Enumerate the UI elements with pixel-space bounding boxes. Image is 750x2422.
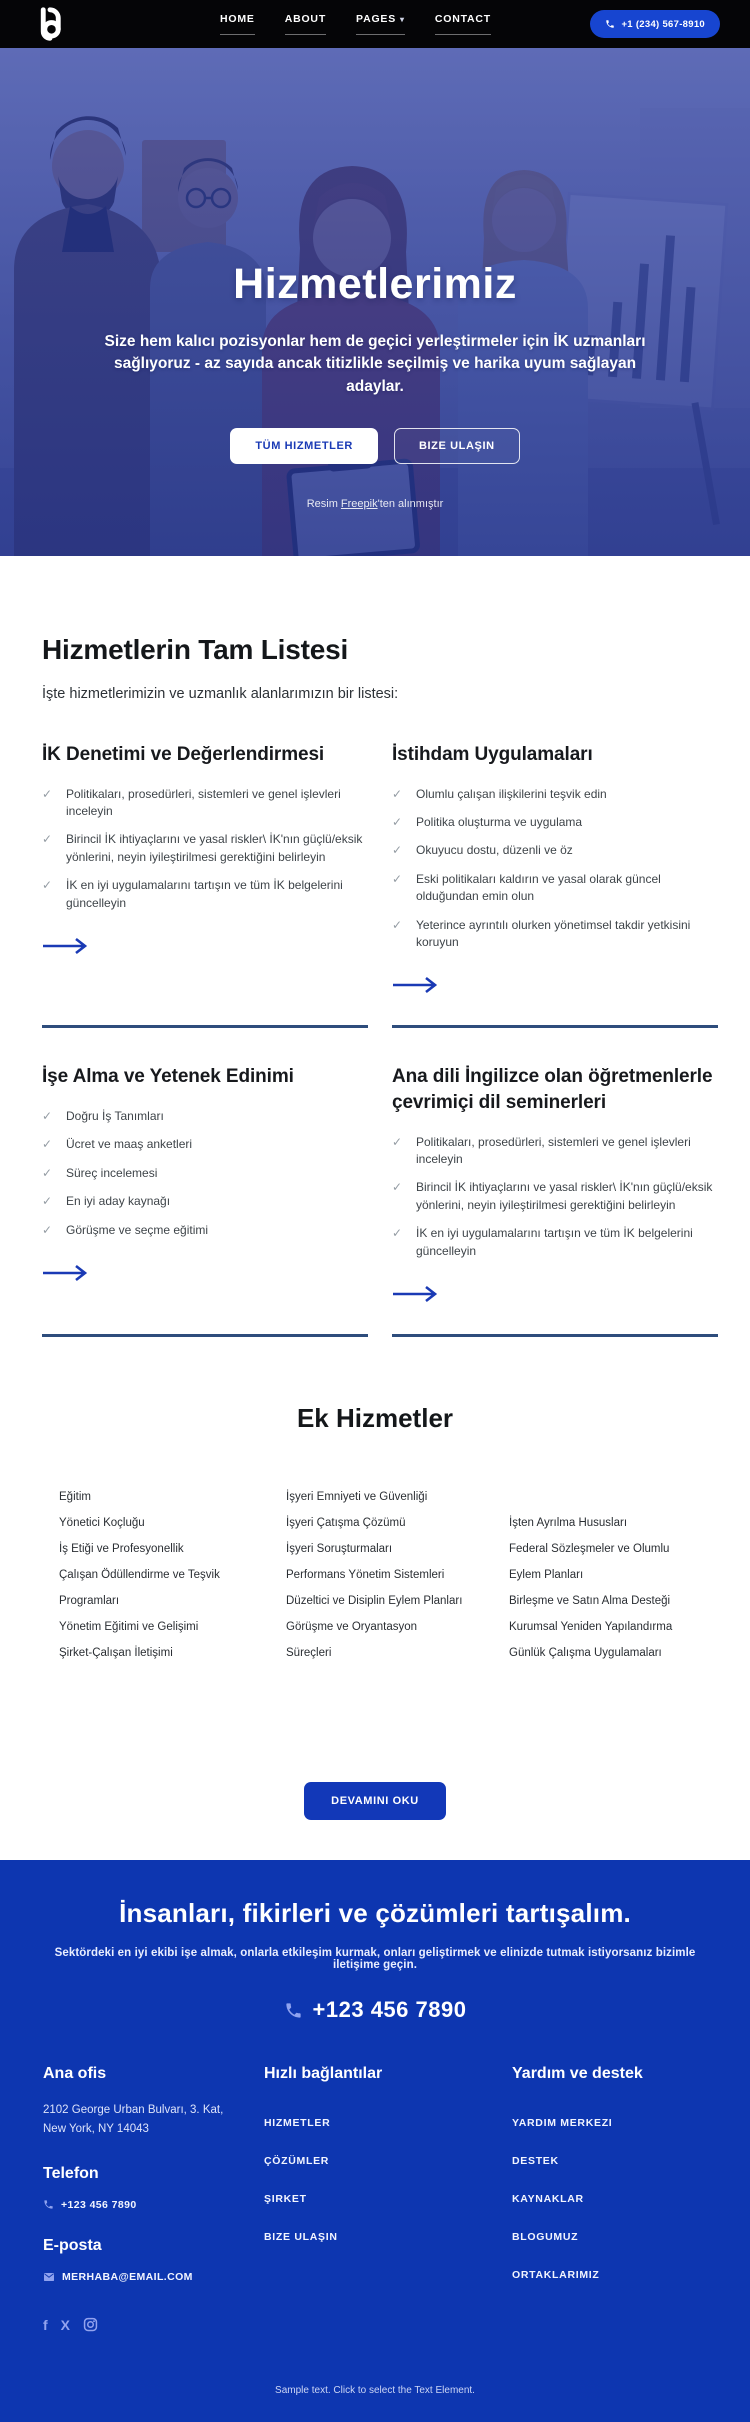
service-card-dil-seminerleri	[392, 1064, 718, 1337]
credit-suffix: 'ten alınmıştır	[377, 498, 444, 511]
list-item-text: Ücret ve maaş anketleri	[66, 1137, 193, 1152]
check-icon: ✓	[42, 786, 53, 801]
extra-item: Yönetim Eğitimi ve Gelişimi	[59, 1621, 199, 1633]
nav-item-pages[interactable]	[356, 13, 405, 35]
chevron-down-icon: ▾	[400, 14, 405, 24]
footer-phone-row[interactable]	[43, 2199, 264, 2211]
check-icon: ✓	[392, 815, 403, 830]
list-item-text: Birincil İK ihtiyaçlarını ve yasal riskler\ İK'nın güçlü/eksik yönlerini, neyin iyileştirilmesi gerektiğini belirleyin	[66, 832, 363, 864]
instagram-glyph	[83, 2317, 98, 2332]
phone-heading: Telefon	[43, 2164, 99, 2182]
extra-item: Yönetici Koçluğu	[59, 1517, 145, 1529]
instagram-icon[interactable]	[83, 2317, 98, 2332]
list-item	[42, 1136, 368, 1153]
arrow-right-link[interactable]	[392, 976, 440, 999]
sample-text-element[interactable]: Sample text. Click to select the Text Element.	[275, 2384, 475, 2396]
footer-column-quick-links	[264, 2065, 512, 2333]
phone-icon	[605, 19, 615, 29]
arrow-right-link[interactable]	[392, 1285, 440, 1308]
service-title: İşe Alma ve Yetenek Edinimi	[42, 1066, 294, 1088]
services-subheading: İşte hizmetlerimizin ve uzmanlık alanlarımızın bir listesi:	[42, 686, 399, 702]
nav-item-contact[interactable]: CONTACT	[435, 13, 491, 35]
service-title: İK Denetimi ve Değerlendirmesi	[42, 744, 325, 765]
extra-item: İşten Ayrılma Hususları	[509, 1517, 628, 1529]
email-heading: E-posta	[43, 2236, 102, 2254]
nav-item-pages-label: PAGES	[356, 13, 397, 25]
arrow-right-link[interactable]	[42, 937, 90, 960]
service-card-istihdam	[392, 742, 718, 1028]
footer-link-bize-ulasin[interactable]: BIZE ULAŞIN	[264, 2231, 338, 2243]
list-item	[392, 1225, 718, 1260]
list-item	[42, 1108, 368, 1125]
service-card-ik-denetimi	[42, 742, 368, 1028]
list-item-text: Yeterince ayrıntılı olurken yönetimsel takdir yetkisini koruyun	[416, 917, 691, 949]
office-heading: Ana ofis	[43, 2065, 107, 2082]
extra-item: Süreçleri	[286, 1647, 332, 1659]
list-item	[42, 786, 368, 821]
service-list	[42, 1108, 368, 1250]
check-icon: ✓	[392, 1226, 403, 1241]
footer-email-address: MERHABA@EMAIL.COM	[62, 2270, 193, 2283]
social-links	[43, 2317, 264, 2333]
service-title: Ana dili İngilizce olan öğretmenlerle çevrimiçi dil seminerleri	[392, 1066, 713, 1114]
footer-link-hizmetler[interactable]: HIZMETLER	[264, 2117, 331, 2129]
arrow-right-link[interactable]	[42, 1264, 90, 1287]
nav-phone-label: +1 (234) 567-8910	[621, 18, 705, 30]
check-icon: ✓	[392, 843, 403, 858]
footer-heading: İnsanları, fikirleri ve çözümleri tartışalım.	[119, 1898, 631, 1928]
support-heading: Yardım ve destek	[512, 2065, 643, 2082]
footer-columns	[30, 2065, 720, 2333]
extra-column-2	[286, 1484, 509, 1666]
footer-link-ortaklarimiz[interactable]: ORTAKLARIMIZ	[512, 2269, 600, 2281]
footer-link-destek[interactable]: DESTEK	[512, 2155, 559, 2167]
arrow-right-icon	[42, 937, 88, 955]
list-item	[392, 1134, 718, 1169]
check-icon: ✓	[42, 1222, 53, 1237]
extra-item: Performans Yönetim Sistemleri	[286, 1569, 445, 1581]
phone-icon	[43, 2199, 54, 2210]
list-item-text: Okuyucu dostu, düzenli ve öz	[416, 843, 573, 858]
extra-item: Kurumsal Yeniden Yapılandırma	[509, 1621, 673, 1633]
service-list	[392, 1134, 718, 1271]
freepik-link[interactable]: Freepik	[340, 498, 378, 511]
extra-grid	[0, 1484, 750, 1666]
quick-links-heading: Hızlı bağlantılar	[264, 2065, 383, 2082]
list-item-text: Eski politikaları kaldırın ve yasal olarak güncel olduğundan emin olun	[416, 871, 661, 904]
extra-item: Çalışan Ödüllendirme ve Teşvik	[59, 1569, 220, 1581]
check-icon: ✓	[392, 1180, 403, 1195]
footer-column-office	[43, 2065, 264, 2333]
footer-link-kaynaklar[interactable]: KAYNAKLAR	[512, 2193, 584, 2205]
check-icon: ✓	[42, 878, 53, 893]
nav-phone-button[interactable]	[590, 10, 720, 38]
facebook-icon[interactable]: f	[43, 2316, 48, 2333]
list-item	[42, 831, 368, 866]
check-icon: ✓	[392, 786, 403, 801]
extra-item-empty	[509, 1484, 750, 1510]
service-list	[392, 786, 718, 963]
services-heading: Hizmetlerin Tam Listesi	[42, 634, 349, 665]
nav-item-about[interactable]: ABOUT	[285, 13, 326, 35]
extra-item: İşyeri Çatışma Çözümü	[286, 1517, 406, 1529]
nav-menu	[220, 13, 491, 35]
extra-item: Görüşme ve Oryantasyon	[286, 1621, 418, 1633]
footer-subheading: Sektördeki en iyi ekibi işe almak, onlarla etkileşim kurmak, onları geliştirmek ve elinizde tutmak istiyorsanız bizimle iletişime geçin.	[54, 1947, 696, 1971]
arrow-right-icon	[392, 1285, 438, 1303]
check-icon: ✓	[42, 1194, 53, 1209]
arrow-right-icon	[392, 976, 438, 994]
footer-column-support	[512, 2065, 720, 2333]
footer-link-cozumler[interactable]: ÇÖZÜMLER	[264, 2155, 330, 2167]
list-item	[392, 842, 718, 859]
list-item-text: Politikaları, prosedürleri, sistemleri ve genel işlevleri inceleyin	[416, 1134, 691, 1167]
extra-item: Eylem Planları	[509, 1569, 584, 1581]
services-section	[0, 556, 750, 1337]
footer	[0, 1860, 750, 2422]
list-item	[42, 1222, 368, 1239]
check-icon: ✓	[392, 871, 403, 886]
service-cards	[42, 742, 718, 1337]
list-item-text: Birincil İK ihtiyaçlarını ve yasal riskler\ İK'nın güçlü/eksik yönlerini, neyin iyileştirilmesi gerektiğini belirleyin	[416, 1180, 713, 1212]
list-item	[42, 1165, 368, 1182]
list-item	[392, 814, 718, 831]
list-item-text: İK en iyi uygulamalarını tartışın ve tüm İK belgelerini güncelleyin	[66, 878, 343, 910]
footer-email-row[interactable]	[43, 2271, 264, 2283]
nav-item-home[interactable]: HOME	[220, 13, 255, 35]
footer-phone-small: +123 456 7890	[61, 2198, 137, 2211]
list-item-text: Politika oluşturma ve uygulama	[416, 815, 583, 830]
service-list	[42, 786, 368, 923]
extra-item: Programları	[59, 1595, 120, 1607]
service-card-ise-alma	[42, 1064, 368, 1337]
list-item-text: İK en iyi uygulamalarını tartışın ve tüm İK belgelerini güncelleyin	[416, 1226, 693, 1258]
arrow-right-icon	[42, 1264, 88, 1282]
hero-content	[0, 48, 750, 556]
list-item	[392, 871, 718, 906]
list-item-text: Görüşme ve seçme eğitimi	[66, 1222, 209, 1237]
extra-item: Birleşme ve Satın Alma Desteği	[509, 1595, 671, 1607]
extra-item: Düzeltici ve Disiplin Eylem Planları	[286, 1595, 463, 1607]
phone-icon	[284, 2001, 303, 2020]
extra-item: İşyeri Soruşturmaları	[286, 1543, 393, 1555]
hero-subtitle: Size hem kalıcı pozisyonlar hem de geçici yerleştirmeler için İK uzmanları sağlıyoruz - az sayıda ancak titizlikle seçilmiş ve harika uyum sağlayan adaylar.	[104, 333, 646, 395]
extra-column-1	[59, 1484, 286, 1666]
extra-item: Şirket-Çalışan İletişimi	[59, 1647, 173, 1659]
hero-buttons	[230, 428, 519, 464]
check-icon: ✓	[392, 1134, 403, 1149]
list-item-text: Süreç incelemesi	[66, 1165, 158, 1180]
extra-heading: Ek Hizmetler	[296, 1403, 454, 1433]
read-more-button[interactable]: DEVAMINI OKU	[304, 1782, 446, 1820]
check-icon: ✓	[42, 1109, 53, 1124]
x-twitter-icon[interactable]: X	[60, 2316, 71, 2333]
envelope-icon	[43, 2271, 55, 2283]
list-item-text: Politikaları, prosedürleri, sistemleri ve genel işlevleri inceleyin	[66, 786, 341, 819]
top-nav	[0, 0, 750, 48]
contact-us-button[interactable]: BIZE ULAŞIN	[394, 428, 520, 464]
address-line-1: 2102 George Urban Bulvarı, 3. Kat,	[43, 2104, 224, 2116]
extra-item: Eğitim	[59, 1491, 91, 1503]
address-line-2: New York, NY 14043	[43, 2122, 149, 2135]
extra-item: İşyeri Emniyeti ve Güvenliği	[286, 1491, 428, 1503]
list-item	[392, 1179, 718, 1214]
extra-item: Günlük Çalışma Uygulamaları	[509, 1647, 662, 1659]
service-title: İstihdam Uygulamaları	[392, 744, 593, 765]
check-icon: ✓	[392, 917, 403, 932]
footer-link-yardim-merkezi[interactable]: YARDIM MERKEZI	[512, 2117, 613, 2129]
office-address	[43, 2101, 264, 2139]
check-icon: ✓	[42, 1137, 53, 1152]
extra-item: Federal Sözleşmeler ve Olumlu	[509, 1543, 670, 1555]
footer-phone-number[interactable]: +123 456 7890	[312, 1997, 467, 2022]
credit-prefix: Resim	[306, 498, 341, 511]
image-credit	[307, 498, 444, 510]
list-item	[392, 917, 718, 952]
hero-section	[0, 48, 750, 556]
list-item	[42, 1193, 368, 1210]
hero-title: Hizmetlerimiz	[233, 260, 517, 308]
list-item-text: En iyi aday kaynağı	[66, 1194, 171, 1209]
list-item	[392, 786, 718, 803]
extra-column-3	[509, 1484, 750, 1666]
logo-glyph	[32, 6, 68, 42]
footer-link-blogumuz[interactable]: BLOGUMUZ	[512, 2231, 579, 2243]
list-item-text: Olumlu çalışan ilişkilerini teşvik edin	[416, 786, 607, 801]
list-item	[42, 877, 368, 912]
footer-link-sirket[interactable]: ŞIRKET	[264, 2193, 307, 2205]
footer-phone-cta	[30, 1997, 720, 2023]
check-icon: ✓	[42, 832, 53, 847]
list-item-text: Doğru İş Tanımları	[66, 1109, 164, 1124]
check-icon: ✓	[42, 1165, 53, 1180]
extra-item: İş Etiği ve Profesyonellik	[59, 1543, 184, 1555]
all-services-button[interactable]: TÜM HIZMETLER	[230, 428, 378, 464]
extra-services-section	[0, 1337, 750, 1820]
brand-logo-icon[interactable]	[30, 4, 70, 44]
